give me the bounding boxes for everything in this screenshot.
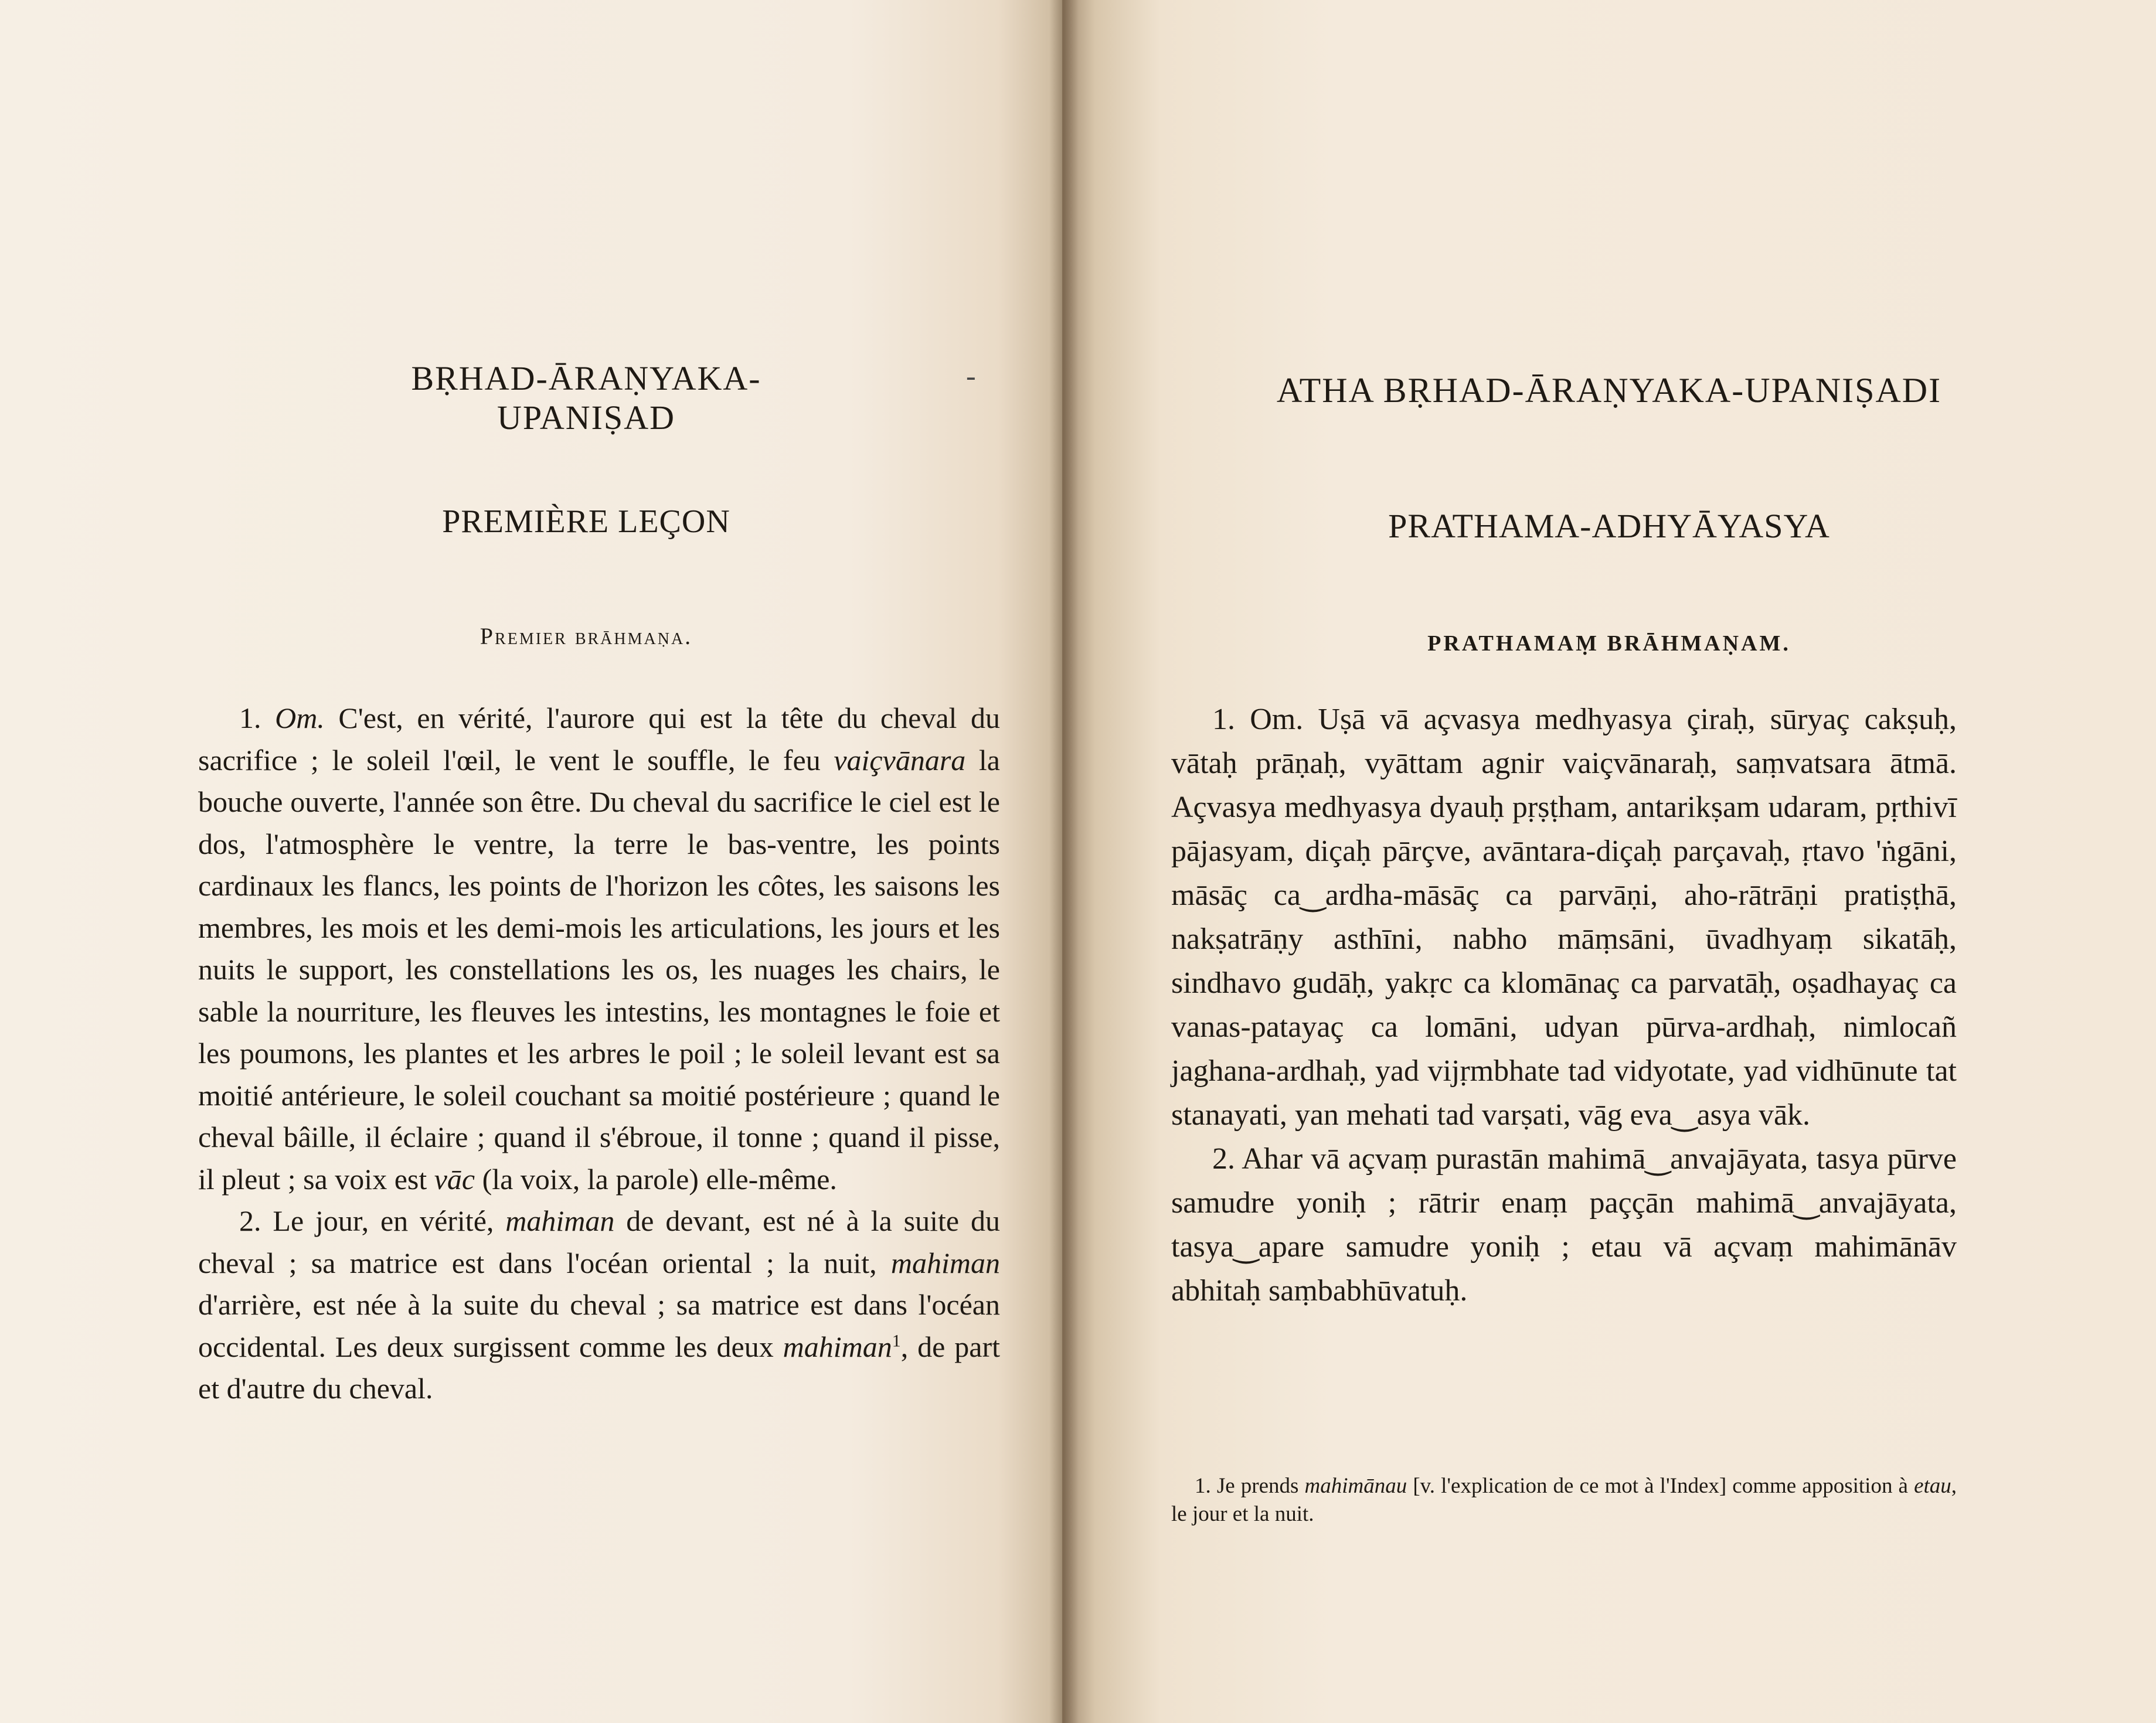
footnote-text	[1171, 1472, 1957, 1528]
verse-paragraph	[1171, 1137, 1957, 1313]
text-run: de devant, est né à la suite du cheval ; sa matrice est dans l'océan oriental ; la nuit,	[198, 1204, 1001, 1279]
text-run: [v. l'explication de ce mot à l'Index] comme apposition à	[1407, 1474, 1914, 1498]
book-gutter	[1049, 0, 1079, 1723]
text-run: , le jour et la nuit.	[1171, 1474, 1957, 1526]
text-run: la bouche ouverte, l'année son être. Du cheval du sacrifice le ciel est le dos, l'atmosphère le ventre, la terre le bas-ventre, les points cardinaux les flancs, les points de l'horizon les côtes, les saisons les membres, les mois et les demi-mois les articulations, les jours et les nuits le support, les constellations les os, les nuages les chairs, le sable la nourriture, les fleuves les intestins, les montagnes le foie et les poumons, les plantes et les arbres le poil ; le soleil levant est sa moitié antérieure, le soleil couchant sa moitié postérieure ; quand le cheval bâille, il éclaire ; quand il s'ébroue, il tonne ; quand il pisse, il pleut ; sa voix est	[198, 743, 1000, 1196]
right-page	[1062, 0, 2156, 1723]
verse-paragraph	[1171, 697, 1957, 1137]
text-run: Om. Uṣā vā açvasya medhyasya çiraḥ, sūryaç cakṣuḥ, vātaḥ prāṇaḥ, vyāttam agnir vaiçvānaraḥ, saṃvatsara ātmā. Açvasya medhyasya dyauḥ pṛṣṭham, antarikṣam udaram, pṛthivī pājasyam, diçaḥ pārçve, avāntara-diçaḥ parçavaḥ, ṛtavo 'ṅgāni, māsāç ca‿ardha-māsāç ca parvāṇi, aho-rātrāṇi pratiṣṭhā, nakṣatrāṇy asthīni, nabho māṃsāni, ūvadhyaṃ sikatāḥ, sindhavo gudāḥ, yakṛc ca klomānaç ca parvatāḥ, oṣadhayaç ca vanas-patayaç ca lomāni, udyan pūrva-ardhaḥ, nimlocañ jaghana-ardhaḥ, yad vijṛmbhate tad vidyotate, yad vidhūnute tat stanayati, yan mehati tad varṣati, vāg eva‿asya vāk.	[1171, 703, 1957, 1132]
verse-paragraph	[198, 1200, 1000, 1410]
text-run: d'arrière, est née à la suite du cheval ; sa matrice est dans l'océan occidental. Les deux surgissent comme les deux	[198, 1288, 1000, 1363]
verse-paragraph	[198, 697, 1000, 1200]
italic-term: Om.	[275, 702, 325, 734]
text-run: C'est, en vérité, l'aurore qui est la tête du cheval du sacrifice ; le soleil l'œil, le vent le souffle, le feu	[198, 702, 1000, 777]
french-translation	[198, 697, 1000, 1410]
verse-number: 1.	[1212, 703, 1250, 736]
text-run: Ahar vā açvaṃ purastān mahimā‿anvajāyata, tasya pūrve samudre yoniḥ ; rātrir enaṃ paççān mahimā‿anvajāyata, tasya‿apare samudre yoniḥ ; etau vā açvaṃ mahimānāv abhitaḥ saṃbabhūvatuḥ.	[1171, 1142, 1957, 1307]
text-run: (la voix, la parole) elle-même.	[475, 1162, 837, 1196]
italic-term: vāc	[434, 1162, 475, 1196]
verse-number: 2.	[239, 1204, 273, 1237]
verse-number: 2.	[1212, 1142, 1242, 1176]
italic-term: etau	[1914, 1474, 1951, 1498]
italic-term: mahiman	[505, 1204, 615, 1237]
italic-term: vaiçvānara	[834, 743, 966, 777]
text-run: Je prends	[1210, 1474, 1305, 1498]
footnote	[1171, 1472, 1957, 1528]
adhyaya-heading: PRATHAMA-ADHYĀYASYA	[1388, 507, 1830, 545]
lecon-heading: PREMIÈRE LEÇON	[442, 503, 730, 540]
verse-number: 1.	[239, 702, 276, 734]
running-title: BṚHAD-ĀRAṆYAKA-UPANIṢAD	[411, 359, 761, 437]
italic-term: mahiman	[890, 1246, 1000, 1279]
brahmana-heading-text: Premier brāhmaṇa.	[480, 623, 693, 649]
brahmana-heading: PRATHAMAṂ BRĀHMAṆAM.	[1427, 631, 1791, 656]
footnote-ref: 1	[892, 1330, 901, 1350]
text-run: Le jour, en vérité,	[273, 1204, 506, 1237]
verse-number: 1.	[1195, 1474, 1211, 1498]
italic-term: mahimānau	[1304, 1474, 1407, 1498]
running-title: ATHA BṚHAD-ĀRAṆYAKA-UPANIṢADI	[1276, 371, 1942, 410]
italic-term: mahiman	[783, 1330, 892, 1363]
sanskrit-text	[1171, 697, 1957, 1313]
left-page	[0, 0, 1062, 1723]
text-run: , de part et d'autre du cheval.	[198, 1330, 1000, 1405]
brahmana-heading	[328, 622, 844, 650]
running-title-dash: -	[966, 359, 976, 392]
